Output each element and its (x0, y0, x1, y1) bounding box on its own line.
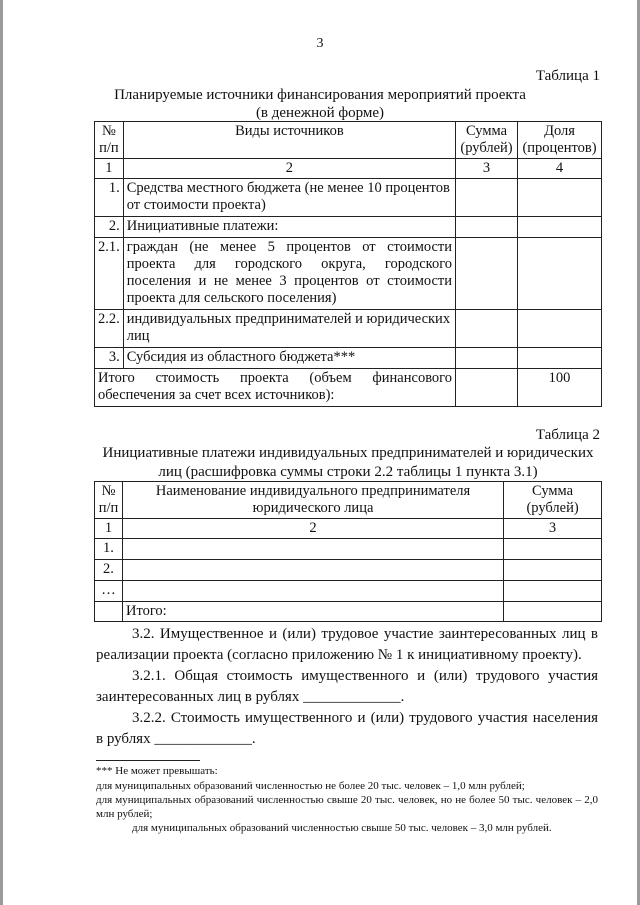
table2-label: Таблица 2 (535, 427, 600, 443)
paragraph-3-2-1: 3.2.1. Общая стоимость имущественного и (или) трудового участия заинтересованных лиц в рублях _____________. (96, 668, 598, 705)
table2-title: Инициативные платежи индивидуальных предпринимателей и юридических лиц (расшифровка суммы строки 2.2 таблицы 1 пункта 3.1) (102, 445, 594, 480)
table-row (95, 238, 602, 310)
row-num: 2. (95, 560, 123, 581)
row-sum (504, 560, 602, 581)
row-num (95, 602, 123, 622)
row-num: 2.1. (95, 238, 124, 310)
row-text: граждан (не менее 5 процентов от стоимости проекта для городского округа, городского поселения и не менее 3 процентов от стоимости проекта для сельского поселения) (123, 238, 455, 310)
table2-total-sum (504, 602, 602, 622)
table-row (95, 348, 602, 369)
table2-header-name: Наименование индивидуального предпринимателя юридического лица (122, 482, 503, 519)
table1-header-num: № п/п (95, 122, 124, 159)
row-share (518, 310, 602, 348)
footnote-divider (96, 760, 200, 761)
table-row (95, 310, 602, 348)
row-name (122, 560, 503, 581)
row-num: 1. (95, 179, 124, 217)
row-num: 3. (95, 348, 124, 369)
table1-total-label: Итого стоимость проекта (объем финансового обеспечения за счет всех источников): (95, 369, 456, 407)
row-name (122, 539, 503, 560)
table2-header-sum: Сумма (рублей) (504, 482, 602, 519)
table-row (95, 560, 602, 581)
footnote-line-3: для муниципальных образований численностью свыше 50 тыс. человек – 3,0 млн рублей. (132, 822, 552, 834)
footnote-line-2: для муниципальных образований численностью свыше 20 тыс. человек, но не более 50 тыс. человек – 2,0 млн рублей; (96, 794, 598, 820)
paragraph-3-2: 3.2. Имущественное и (или) трудовое участие заинтересованных лиц в реализации проекта (согласно приложению № 1 к инициативному проекту). (96, 626, 598, 663)
table2-colnum: 3 (504, 519, 602, 539)
table1-total-sum (456, 369, 518, 407)
table1-header-source: Виды источников (123, 122, 455, 159)
row-share (518, 217, 602, 238)
row-num: … (95, 581, 123, 602)
row-num: 2.2. (95, 310, 124, 348)
table-row (95, 539, 602, 560)
row-num: 2. (95, 217, 124, 238)
table1-colnum: 2 (123, 159, 455, 179)
row-share (518, 179, 602, 217)
row-text: Средства местного бюджета (не менее 10 процентов от стоимости проекта) (123, 179, 455, 217)
row-sum (504, 581, 602, 602)
table-row (95, 179, 602, 217)
row-sum (456, 217, 518, 238)
row-sum (456, 179, 518, 217)
table2 (94, 481, 602, 622)
row-name (122, 581, 503, 602)
table-row (95, 217, 602, 238)
row-text: Субсидия из областного бюджета*** (123, 348, 455, 369)
row-sum (456, 348, 518, 369)
table1-header-sum: Сумма (рублей) (456, 122, 518, 159)
row-share (518, 238, 602, 310)
table2-colnum: 1 (95, 519, 123, 539)
table-row (95, 581, 602, 602)
scan-edge-left (0, 0, 3, 905)
table2-total-label: Итого: (122, 602, 503, 622)
table1-colnum: 4 (518, 159, 602, 179)
table2-colnum: 2 (122, 519, 503, 539)
row-num: 1. (95, 539, 123, 560)
table1-total-row (95, 369, 602, 407)
paragraph-3-2-2: 3.2.2. Стоимость имущественного и (или) трудового участия населения в рублях _____________. (96, 710, 598, 747)
table1-label: Таблица 1 (535, 68, 600, 84)
table1-subtitle: (в денежной форме) (255, 105, 385, 121)
row-sum (456, 310, 518, 348)
footnote-line-1: для муниципальных образований численностью не более 20 тыс. человек – 1,0 млн рублей; (96, 780, 525, 792)
table1-total-share: 100 (518, 369, 602, 407)
table1-title: Планируемые источники финансирования мероприятий проекта (114, 87, 526, 103)
table1-header-share: Доля (процентов) (518, 122, 602, 159)
row-sum (456, 238, 518, 310)
row-share (518, 348, 602, 369)
row-sum (504, 539, 602, 560)
table2-header-num: № п/п (95, 482, 123, 519)
table2-total-row (95, 602, 602, 622)
row-text: индивидуальных предпринимателей и юридических лиц (123, 310, 455, 348)
footnote-head: *** Не может превышать: (96, 765, 218, 777)
table1 (94, 121, 602, 407)
table1-colnum: 3 (456, 159, 518, 179)
table1-colnum: 1 (95, 159, 124, 179)
page-number: 3 (316, 36, 324, 51)
row-text: Инициативные платежи: (123, 217, 455, 238)
